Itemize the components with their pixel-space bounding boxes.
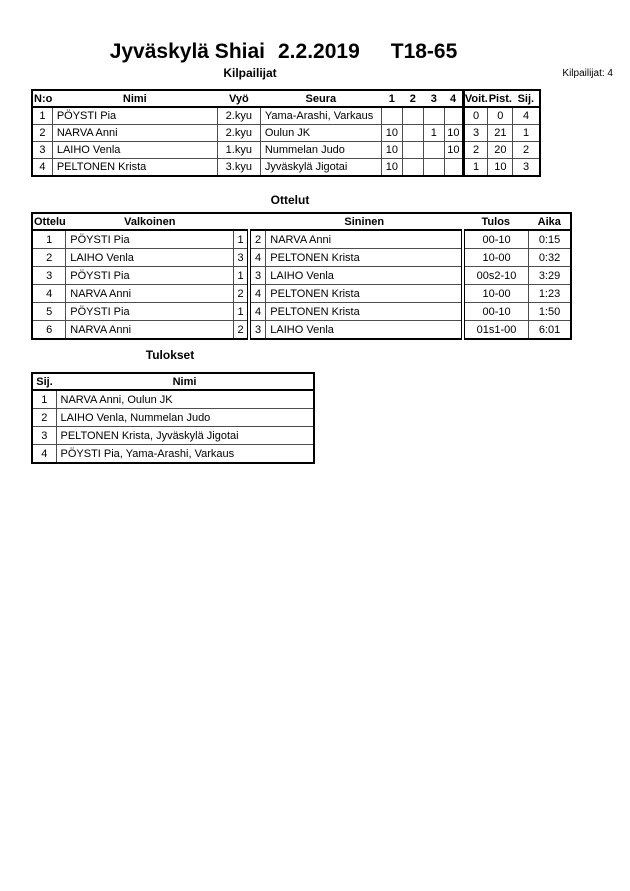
- kilpailijat-table: [31, 89, 541, 177]
- cell-tulos: 10-00: [463, 285, 529, 303]
- col-header-voit: Voit.: [463, 90, 488, 107]
- cell-blue-number: 3: [249, 267, 266, 285]
- cell-score-3: [423, 142, 444, 159]
- cell-score-3: [423, 107, 444, 125]
- col-header-pist: Pist.: [488, 90, 513, 107]
- cell-name-club: PÖYSTI Pia, Yama-Arashi, Varkaus: [56, 445, 314, 464]
- cell-blue-number: 4: [249, 303, 266, 321]
- title-weight-category: T18-65: [390, 40, 458, 63]
- cell-aika: 6:01: [529, 321, 571, 340]
- cell-pist: 20: [488, 142, 513, 159]
- cell-match-no: 1: [32, 230, 66, 249]
- cell-name-club: LAIHO Venla, Nummelan Judo: [56, 409, 314, 427]
- cell-white-number: 3: [234, 249, 249, 267]
- cell-name-club: NARVA Anni, Oulun JK: [56, 390, 314, 409]
- cell-nimi: PÖYSTI Pia: [52, 107, 217, 125]
- cell-vyo: 2.kyu: [217, 107, 260, 125]
- cell-no: 3: [32, 142, 52, 159]
- col-header-sij: Sij.: [32, 373, 56, 390]
- ottelut-header-row: [32, 213, 571, 230]
- col-header-nimi: Nimi: [56, 373, 314, 390]
- cell-placement: 4: [32, 445, 56, 464]
- cell-blue-number: 4: [249, 285, 266, 303]
- cell-match-no: 6: [32, 321, 66, 340]
- cell-score-1: [381, 107, 402, 125]
- ottelut-section-title: Ottelut: [270, 193, 310, 207]
- cell-aika: 1:50: [529, 303, 571, 321]
- cell-white-name: LAIHO Venla: [66, 249, 234, 267]
- col-header-2: 2: [402, 90, 423, 107]
- cell-blue-name: LAIHO Venla: [266, 321, 463, 340]
- kilpailijat-section-title: Kilpailijat: [223, 66, 277, 80]
- cell-blue-name: LAIHO Venla: [266, 267, 463, 285]
- cell-score-1: 10: [381, 125, 402, 142]
- cell-no: 2: [32, 125, 52, 142]
- cell-score-1: 10: [381, 159, 402, 177]
- col-header-3: 3: [423, 90, 444, 107]
- cell-white-name: NARVA Anni: [66, 285, 234, 303]
- cell-pist: 10: [488, 159, 513, 177]
- col-header-1: 1: [381, 90, 402, 107]
- col-header-nimi: Nimi: [52, 90, 217, 107]
- cell-tulos: 00s2-10: [463, 267, 529, 285]
- cell-white-name: PÖYSTI Pia: [66, 303, 234, 321]
- page-title: [0, 40, 567, 64]
- competitor-count-label: Kilpailijat: 4: [562, 68, 613, 79]
- cell-tulos: 00-10: [463, 230, 529, 249]
- cell-blue-name: PELTONEN Krista: [266, 249, 463, 267]
- cell-nimi: NARVA Anni: [52, 125, 217, 142]
- cell-vyo: 1.kyu: [217, 142, 260, 159]
- cell-white-number: 1: [234, 267, 249, 285]
- result-row: [32, 445, 314, 464]
- match-row: [32, 230, 571, 249]
- col-header-white-no: [234, 213, 249, 230]
- tulokset-section-title: Tulokset: [145, 348, 195, 362]
- result-row: [32, 427, 314, 445]
- cell-seura: Jyväskylä Jigotai: [260, 159, 381, 177]
- col-header-no: N:o: [32, 90, 52, 107]
- col-header-vyo: Vyö: [217, 90, 260, 107]
- cell-voit: 3: [463, 125, 488, 142]
- cell-tulos: 01s1-00: [463, 321, 529, 340]
- title-date: 2.2.2019: [278, 40, 360, 63]
- competitor-row: [32, 159, 540, 177]
- cell-score-4: 10: [444, 125, 463, 142]
- cell-aika: 3:29: [529, 267, 571, 285]
- cell-white-number: 2: [234, 285, 249, 303]
- col-header-tulos: Tulos: [463, 213, 529, 230]
- cell-match-no: 5: [32, 303, 66, 321]
- match-row: [32, 285, 571, 303]
- cell-score-1: 10: [381, 142, 402, 159]
- cell-match-no: 2: [32, 249, 66, 267]
- cell-aika: 1:23: [529, 285, 571, 303]
- cell-voit: 0: [463, 107, 488, 125]
- match-row: [32, 267, 571, 285]
- cell-white-number: 2: [234, 321, 249, 340]
- cell-sij: 3: [513, 159, 540, 177]
- tulokset-table: [31, 372, 315, 464]
- cell-sij: 4: [513, 107, 540, 125]
- competitor-row: [32, 142, 540, 159]
- cell-pist: 0: [488, 107, 513, 125]
- cell-nimi: LAIHO Venla: [52, 142, 217, 159]
- cell-placement: 1: [32, 390, 56, 409]
- cell-tulos: 10-00: [463, 249, 529, 267]
- cell-blue-name: NARVA Anni: [266, 230, 463, 249]
- col-header-blue-no: [249, 213, 266, 230]
- kilpailijat-header-row: [32, 90, 540, 107]
- cell-white-name: PÖYSTI Pia: [66, 267, 234, 285]
- cell-seura: Nummelan Judo: [260, 142, 381, 159]
- cell-match-no: 3: [32, 267, 66, 285]
- cell-match-no: 4: [32, 285, 66, 303]
- cell-blue-name: PELTONEN Krista: [266, 285, 463, 303]
- col-header-valkoinen: Valkoinen: [66, 213, 234, 230]
- cell-aika: 0:32: [529, 249, 571, 267]
- cell-white-number: 1: [234, 230, 249, 249]
- col-header-aika: Aika: [529, 213, 571, 230]
- result-row: [32, 409, 314, 427]
- col-header-sininen: Sininen: [266, 213, 463, 230]
- cell-seura: Oulun JK: [260, 125, 381, 142]
- cell-nimi: PELTONEN Krista: [52, 159, 217, 177]
- cell-seura: Yama-Arashi, Varkaus: [260, 107, 381, 125]
- cell-placement: 3: [32, 427, 56, 445]
- cell-score-4: 10: [444, 142, 463, 159]
- cell-white-name: NARVA Anni: [66, 321, 234, 340]
- cell-sij: 1: [513, 125, 540, 142]
- cell-score-2: [402, 142, 423, 159]
- cell-aika: 0:15: [529, 230, 571, 249]
- cell-score-2: [402, 107, 423, 125]
- result-row: [32, 390, 314, 409]
- cell-sij: 2: [513, 142, 540, 159]
- cell-vyo: 3.kyu: [217, 159, 260, 177]
- title-event-name: Jyväskylä Shiai: [109, 40, 265, 63]
- cell-score-2: [402, 159, 423, 177]
- cell-name-club: PELTONEN Krista, Jyväskylä Jigotai: [56, 427, 314, 445]
- cell-voit: 2: [463, 142, 488, 159]
- cell-score-3: [423, 159, 444, 177]
- cell-white-number: 1: [234, 303, 249, 321]
- cell-score-3: 1: [423, 125, 444, 142]
- cell-blue-number: 4: [249, 249, 266, 267]
- cell-score-4: [444, 159, 463, 177]
- cell-placement: 2: [32, 409, 56, 427]
- cell-vyo: 2.kyu: [217, 125, 260, 142]
- cell-score-4: [444, 107, 463, 125]
- cell-blue-number: 3: [249, 321, 266, 340]
- cell-pist: 21: [488, 125, 513, 142]
- competitor-row: [32, 107, 540, 125]
- cell-white-name: PÖYSTI Pia: [66, 230, 234, 249]
- cell-blue-number: 2: [249, 230, 266, 249]
- cell-no: 1: [32, 107, 52, 125]
- competitor-row: [32, 125, 540, 142]
- ottelut-table: [31, 212, 572, 340]
- col-header-ottelu: Ottelu: [32, 213, 66, 230]
- col-header-seura: Seura: [260, 90, 381, 107]
- cell-score-2: [402, 125, 423, 142]
- col-header-sij: Sij.: [513, 90, 540, 107]
- cell-voit: 1: [463, 159, 488, 177]
- match-row: [32, 249, 571, 267]
- match-row: [32, 303, 571, 321]
- tulokset-header-row: [32, 373, 314, 390]
- match-row: [32, 321, 571, 340]
- cell-tulos: 00-10: [463, 303, 529, 321]
- cell-blue-name: PELTONEN Krista: [266, 303, 463, 321]
- cell-no: 4: [32, 159, 52, 177]
- col-header-4: 4: [444, 90, 463, 107]
